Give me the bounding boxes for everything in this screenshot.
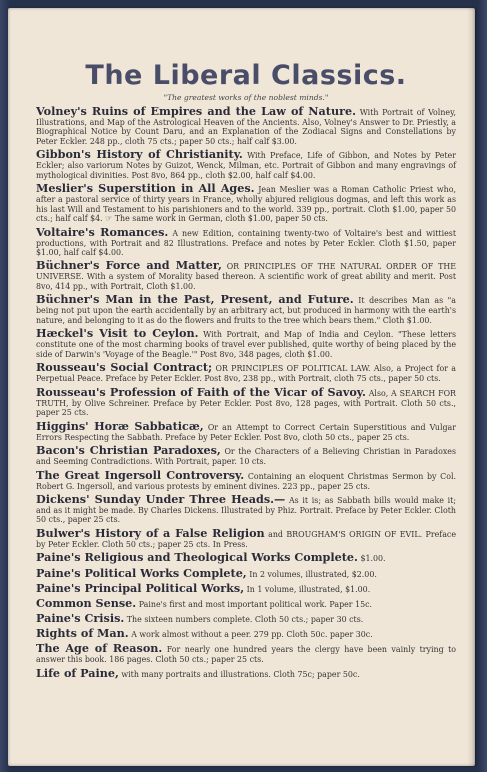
page-subtitle: "The greatest works of the noblest minds." — [163, 93, 329, 102]
entry-heading: Bulwer's History of a False Religion — [36, 525, 265, 540]
entry-text: With Portrait of Volney, Illustrations, and Map of the Astrological Heaven of the Ancients. Also, Volney's Answer to Dr. Priestly, a Biographical Notice by Count Daru, and an Explanation of the Zodiacal Signs and Constellations by Peter Eckler. 248 pp., cloth 75 cts.; paper 50 cts.; half calf $3.00. — [36, 108, 456, 146]
entry-text: A new Edition, containing twenty-two of Voltaire's best and wittiest productions, with Portrait and 82 Illustrations. Preface and notes by Peter Eckler. Cloth $1.50, paper $1.00, half calf $4.00. — [36, 228, 456, 257]
entry-text: Or an Attempt to Correct Certain Superstitious and Vulgar Errors Respecting the Sabbath. Preface by Peter Eckler. Post 8vo, cloth 50 cts., paper 25 cts. — [36, 422, 457, 442]
entry-heading: Rousseau's Social Contract; — [36, 360, 213, 375]
catalog-entry-gibbon — [36, 148, 456, 180]
entry-text: With Preface, Life of Gibbon, and Notes by Peter Eckler; also variorum Notes by Guizot, Wenck, Milman, etc. Portrait of Gibbon and many engravings of mythological divinities. Post 8vo, 864 pp., cloth $2.00, half calf $4.00. — [36, 151, 456, 180]
entry-heading: Büchner's Force and Matter, — [36, 258, 222, 273]
entry-text: Jean Meslier was a Roman Catholic Priest who, after a pastoral service of thirty years in France, wholly abjured religious dogmas, and left this work as his last Will and Testament to his parishioners and to the world. 339 pp., portrait. Cloth $1.00, paper 50 cts.; half calf $4. ☞ The same work in German, cloth $1.00, paper 50 cts. — [36, 185, 456, 224]
entry-heading: Büchner's Man in the Past, Present, and Future. — [36, 292, 354, 307]
catalog-entry-voltaire — [36, 226, 456, 258]
entry-heading: Rights of Man. — [36, 625, 129, 640]
catalog-entry-age-of-reason — [36, 642, 456, 664]
catalog-entry-rousseau-social — [36, 361, 456, 383]
catalog-entry-ingersoll — [36, 469, 456, 491]
catalog-entry-life-of-paine — [36, 667, 456, 680]
entry-heading: Gibbon's History of Christianity. — [36, 147, 243, 162]
entry-heading: Bacon's Christian Paradoxes, — [36, 443, 221, 458]
entry-heading: Paine's Religious and Theological Works Complete. — [36, 550, 358, 565]
catalog-entry-rights-of-man — [36, 627, 456, 640]
entry-text: with many portraits and illustrations. Cloth 75c; paper 50c. — [121, 669, 360, 679]
entry-heading: Paine's Principal Political Works, — [36, 580, 245, 595]
entry-text: In 1 volume, illustrated, $1.00. — [246, 584, 371, 594]
entry-heading: The Age of Reason. — [36, 641, 163, 656]
catalog-entry-volney — [36, 105, 456, 146]
entry-heading: The Great Ingersoll Controversy. — [36, 467, 245, 482]
catalog-entry-paine-principal — [36, 582, 456, 595]
entry-heading: Meslier's Superstition in All Ages. — [36, 181, 255, 196]
entry-heading: Dickens' Sunday Under Three Heads.— — [36, 492, 286, 507]
entry-heading: Hæckel's Visit to Ceylon. — [36, 326, 199, 341]
entry-text: OR PRINCIPLES OF THE NATURAL ORDER OF THE UNIVERSE. With a system of Morality based thereon. A scientific work of great ability and merit. Post 8vo, 414 pp., with Portrait, Cloth $1.00. — [36, 262, 456, 291]
entry-heading: Paine's Crisis. — [36, 610, 125, 625]
catalog-entry-rousseau-vicar — [36, 386, 456, 418]
entry-text: In 2 volumes, illustrated, $2.00. — [249, 569, 377, 579]
entry-text: Paine's first and most important political work. Paper 15c. — [138, 599, 373, 609]
entry-text: $1.00. — [360, 554, 386, 564]
catalog-entry-common-sense — [36, 597, 456, 610]
catalog-entry-paine-political — [36, 567, 456, 580]
entry-text: and BROUGHAM'S ORIGIN OF EVIL. Preface by Peter Eckler. Cloth 50 cts.; paper 25 cts. In Press. — [36, 529, 456, 549]
catalog-entry-haeckel — [36, 327, 456, 359]
entry-heading: Common Sense. — [36, 595, 137, 610]
catalog-entry-buchner-man — [36, 293, 456, 325]
catalog-entry-dickens — [36, 493, 456, 525]
catalog-entry-bacon — [36, 444, 456, 466]
page-fold-shadow — [467, 8, 475, 766]
entry-heading: Volney's Ruins of Empires and the Law of Nature. — [36, 104, 356, 118]
book-page — [8, 8, 475, 766]
entry-text: Or the Characters of a Believing Christian in Paradoxes and Seeming Contradictions. With Portrait, paper. 10 cts. — [36, 447, 456, 467]
entry-text: A work almost without a peer. 279 pp. Cloth 50c. paper 30c. — [131, 629, 373, 639]
entry-text: OR PRINCIPLES OF POLITICAL LAW. Also, a Project for a Perpetual Peace. Preface by Peter Eckler. Post 8vo, 238 pp., with Portrait, cloth 75 cts., paper 50 cts. — [36, 364, 456, 384]
entry-heading: Higgins' Horæ Sabbaticæ, — [36, 418, 204, 433]
page-content — [36, 60, 456, 682]
entry-text: With Portrait, and Map of India and Ceylon. "These letters constitute one of the most charming books of travel ever published, quite worthy of being placed by the side of Darwin's 'Voyage of the Beagle.'" Post 8vo, 348 pages, cloth $1.00. — [36, 330, 457, 359]
entry-text: Containing an eloquent Christmas Sermon by Col. Robert G. Ingersoll, and various protests by eminent divines. 223 pp., paper 25 cts. — [36, 471, 456, 491]
catalog-entry-paine-religious — [36, 551, 456, 564]
entry-heading: Paine's Political Works Complete, — [36, 565, 247, 580]
entry-heading: Life of Paine, — [36, 665, 119, 680]
entry-text: Also, A SEARCH FOR TRUTH, by Olive Schreiner. Preface by Peter Eckler. Post 8vo, 128 pages, with Portrait. Cloth 50 cts., paper 25 cts. — [36, 388, 456, 418]
entry-heading: Voltaire's Romances. — [36, 224, 169, 239]
catalog-entry-meslier — [36, 182, 456, 223]
entry-heading: Rousseau's Profession of Faith of the Vicar of Savoy. — [36, 384, 366, 399]
catalog-entry-bulwer — [36, 527, 456, 549]
catalog-entry-higgins — [36, 420, 456, 442]
entry-text: The sixteen numbers complete. Cloth 50 cts.; paper 30 cts. — [126, 614, 364, 624]
catalog-entry-paine-crisis — [36, 612, 456, 625]
entry-text: For nearly one hundred years the clergy have been vainly trying to answer this book. 186 pages. Cloth 50 cts.; paper 25 cts. — [36, 645, 456, 665]
entry-text: It describes Man as "a being not put upon the earth accidentally by an arbitrary act, but produced in harmony with the earth's nature, and belonging to it as do the flowers and fruits to the tree which bears them." Cloth $1.00. — [36, 296, 457, 325]
catalog-entry-buchner-force — [36, 259, 456, 291]
entry-text: As it is; as Sabbath bills would make it; and as it might be made. By Charles Dickens. Illustrated by Phiz. Portrait. Preface by Peter Eckler. Cloth 50 cts., paper 25 cts. — [36, 496, 456, 525]
page-title: The Liberal Classics. — [85, 60, 407, 91]
